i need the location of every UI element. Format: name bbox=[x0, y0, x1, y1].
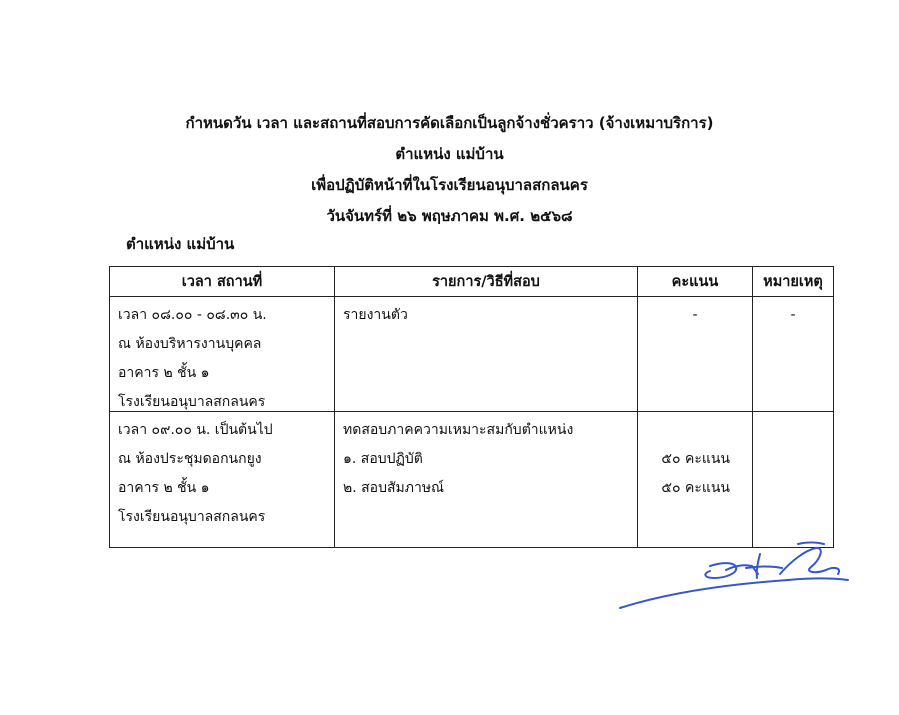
header-purpose-line: เพื่อปฏิบัติหน้าที่ในโรงเรียนอนุบาลสกลนคร bbox=[311, 176, 588, 194]
time-place-line: อาคาร ๒ ชั้น ๑ bbox=[118, 480, 210, 496]
time-place-line: อาคาร ๒ ชั้น ๑ bbox=[118, 365, 210, 381]
time-place-line: โรงเรียนอนุบาลสกลนคร bbox=[118, 509, 266, 525]
score-value bbox=[646, 416, 744, 445]
time-place-line: ณ ห้องบริหารงานบุคคล bbox=[118, 336, 262, 352]
time-place-line: โรงเรียนอนุบาลสกลนคร bbox=[118, 394, 266, 410]
score-cell bbox=[638, 297, 753, 412]
exam-item: ทดสอบภาคความเหมาะสมกับตำแหน่ง bbox=[343, 422, 574, 438]
score-value: ๕๐ คะแนน bbox=[661, 480, 730, 496]
score-value: ๕๐ คะแนน bbox=[661, 451, 730, 467]
column-header-time-place: เวลา สถานที่ bbox=[110, 267, 335, 297]
column-header-exam-items: รายการ/วิธีที่สอบ bbox=[335, 267, 638, 297]
remark-value bbox=[761, 416, 825, 445]
score-cell bbox=[638, 412, 753, 548]
exam-items-cell bbox=[335, 412, 638, 548]
header-position-line: ตำแหน่ง แม่บ้าน bbox=[395, 145, 504, 163]
position-label: ตำแหน่ง แม่บ้าน bbox=[126, 235, 235, 253]
time-place-line: เวลา ๐๘.๐๐ - ๐๘.๓๐ น. bbox=[118, 307, 267, 323]
table-row bbox=[110, 412, 834, 548]
column-header-score: คะแนน bbox=[638, 267, 753, 297]
document-header bbox=[0, 108, 899, 232]
exam-items-cell bbox=[335, 297, 638, 412]
handwritten-signature bbox=[610, 540, 860, 620]
table-row bbox=[110, 297, 834, 412]
header-title-line: กำหนดวัน เวลา และสถานที่สอบการคัดเลือกเป็นลูกจ้างชั่วคราว (จ้างเหมาบริการ) bbox=[185, 114, 714, 132]
exam-item: รายงานตัว bbox=[343, 307, 408, 323]
exam-schedule-table bbox=[109, 266, 834, 548]
table-header-row bbox=[110, 267, 834, 297]
header-date-line: วันจันทร์ที่ ๒๖ พฤษภาคม พ.ศ. ๒๕๖๘ bbox=[326, 207, 573, 225]
score-value: - bbox=[692, 307, 698, 323]
time-place-line: ณ ห้องประชุมดอกนกยูง bbox=[118, 451, 262, 467]
time-place-cell bbox=[110, 297, 335, 412]
remark-cell bbox=[753, 412, 834, 548]
time-place-line: เวลา ๐๙.๐๐ น. เป็นต้นไป bbox=[118, 422, 273, 438]
column-header-remark: หมายเหตุ bbox=[753, 267, 834, 297]
remark-value: - bbox=[790, 307, 796, 323]
exam-item: ๒. สอบสัมภาษณ์ bbox=[343, 480, 445, 496]
exam-item: ๑. สอบปฏิบัติ bbox=[343, 451, 423, 467]
remark-cell bbox=[753, 297, 834, 412]
time-place-cell bbox=[110, 412, 335, 548]
